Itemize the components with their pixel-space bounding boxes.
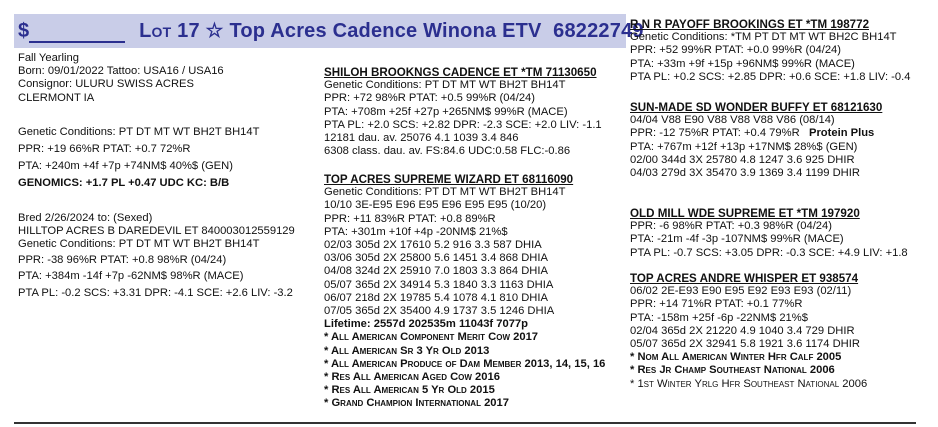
sire-line: 6308 class. dau. av. FS:84.6 UDC:0.58 FLC:-0.86 <box>324 145 571 158</box>
sire-dam-line: PTA: +767m +12f +13p +17NM$ 28%$ (GEN) <box>630 140 858 153</box>
sire-sire-title: R N R PAYOFF BROOKINGS ET *TM 198772 <box>630 18 870 31</box>
sire-dam-block <box>630 101 882 180</box>
dam-sire-title: OLD MILL WDE SUPREME ET *TM 197920 <box>630 207 860 220</box>
lot-number: 17 <box>177 20 200 42</box>
sire-dam-ppr-text: PPR: -12 75%R PTAT: +0.4 79%R <box>630 127 800 140</box>
dam-sire-block <box>630 207 908 260</box>
protein-plus-badge: Protein Plus <box>808 127 875 140</box>
dam-line: PPR: +11 83%R PTAT: +0.8 89%R <box>324 212 496 225</box>
dam-block <box>324 173 605 411</box>
born-line: Born: 09/01/2022 Tattoo: USA16 / USA16 <box>18 65 224 78</box>
bred-pta: PTA: +384m -14f +7p -62NM$ 98%R (MACE) <box>18 270 244 283</box>
bred-pta-pl: PTA PL: -0.2 SCS: +3.31 DPR: -4.1 SCE: +2.6 LIV: -3.2 <box>18 286 293 299</box>
sire-sire-line: PPR: +52 99%R PTAT: +0.0 99%R (04/24) <box>630 44 842 57</box>
dam-honor: * All American Produce of Dam Member 2013, 14, 15, 16 <box>324 357 606 370</box>
dam-dam-honor: * Nom All American Winter Hfr Calf 2005 <box>630 351 842 364</box>
dam-honor: * Res All American Aged Cow 2016 <box>324 371 500 384</box>
price-dollar: $ <box>18 20 30 42</box>
animal-class: Fall Yearling <box>18 52 79 64</box>
sire-dam-title: SUN-MADE SD WONDER BUFFY ET 68121630 <box>630 101 883 114</box>
dam-line: 02/03 305d 2X 17610 5.2 916 3.3 587 DHIA <box>324 239 542 252</box>
bred-ppr: PPR: -38 96%R PTAT: +0.8 98%R (04/24) <box>18 254 227 267</box>
sire-sire-line: Genetic Conditions: *TM PT DT MT WT BH2C BH14T <box>630 31 897 44</box>
dam-lifetime: Lifetime: 2557d 202535m 11043f 7077p <box>324 318 528 331</box>
ppr-line: PPR: +19 66%R PTAT: +0.7 72%R <box>18 143 191 156</box>
dam-dam-honor: * Res Jr Champ Southeast National 2006 <box>630 364 835 377</box>
bred-sire: HILLTOP ACRES B DAREDEVIL ET 840003012559129 <box>18 224 295 237</box>
dam-dam-title: TOP ACRES ANDRE WHISPER ET 938574 <box>630 272 859 285</box>
dam-line: Genetic Conditions: PT DT MT WT BH2T BH14T <box>324 186 566 199</box>
dam-line: 06/07 218d 2X 19785 5.4 1078 4.1 810 DHIA <box>324 291 548 304</box>
sire-line: Genetic Conditions: PT DT MT WT BH2T BH14T <box>324 79 566 92</box>
dam-honor: * Grand Champion International 2017 <box>324 397 509 410</box>
sire-sire-block <box>630 18 910 84</box>
sire-line: PTA: +708m +25f +27p +265NM$ 99%R (MACE) <box>324 105 568 118</box>
pta-line: PTA: +240m +4f +7p +74NM$ 40%$ (GEN) <box>18 160 233 173</box>
sire-sire-line: PTA: +33m +9f +15p +96NM$ 99%R (MACE) <box>630 57 855 70</box>
dam-dam-line: 05/07 365d 2X 32941 5.8 1921 3.6 1174 DHIR <box>630 338 860 351</box>
sire-line: PPR: +72 98%R PTAT: +0.5 99%R (04/24) <box>324 92 536 105</box>
dam-line: 04/08 324d 2X 25910 7.0 1803 3.3 864 DHIA <box>324 265 548 278</box>
dam-sire-line: PPR: -6 98%R PTAT: +0.3 98%R (04/24) <box>630 220 832 233</box>
sire-sire-line: PTA PL: +0.2 SCS: +2.85 DPR: +0.6 SCE: +1.8 LIV: -0.4 <box>630 70 911 83</box>
sire-line: PTA PL: +2.0 SCS: +2.82 DPR: -2.3 SCE: +2.0 LIV: -1.1 <box>324 118 602 131</box>
dam-sire-line: PTA: -21m -4f -3p -107NM$ 99%R (MACE) <box>630 233 844 246</box>
genomics-line: GENOMICS: +1.7 PL +0.47 UDC KC: B/B <box>18 177 230 190</box>
consignor-line: Consignor: ULURU SWISS ACRES <box>18 78 194 91</box>
sire-block <box>324 66 602 158</box>
star-icon: ☆ <box>205 20 224 42</box>
dam-dam-honor: * 1st Winter Yrlg Hfr Southeast National 2006 <box>630 377 868 390</box>
dam-line: 05/07 365d 2X 34914 5.3 1840 3.3 1163 DHIA <box>324 278 554 291</box>
price-blank <box>29 23 125 43</box>
dam-line: 03/06 305d 2X 25800 5.6 1451 3.4 868 DHIA <box>324 252 548 265</box>
dam-dam-line: 06/02 2E-E93 E90 E95 E92 E93 E93 (02/11) <box>630 285 852 298</box>
dam-line: 10/10 3E-E95 E96 E95 E96 E95 E95 (10/20) <box>324 199 547 212</box>
sire-line: 12181 dau. av. 25076 4.1 1039 3.4 846 <box>324 132 519 145</box>
dam-dam-line: PTA: -158m +25f -6p -22NM$ 21%$ <box>630 311 808 324</box>
animal-info <box>18 52 295 300</box>
dam-dam-block <box>630 272 867 391</box>
sire-dam-line: 02/00 344d 3X 25780 4.8 1247 3.6 925 DHIR <box>630 153 855 166</box>
bred-genetic: Genetic Conditions: PT DT MT WT BH2T BH14T <box>18 238 260 251</box>
animal-name: Top Acres Cadence Winona ETV <box>229 20 542 42</box>
sire-dam-line: 04/04 V88 E90 V88 V88 V88 V86 (08/14) <box>630 114 835 127</box>
dam-dam-line: 02/04 365d 2X 21220 4.9 1040 3.4 729 DHIR <box>630 324 855 337</box>
dam-line: 07/05 365d 2X 35400 4.9 1737 3.5 1246 DHIA <box>324 305 555 318</box>
dam-sire-line: PTA PL: -0.7 SCS: +3.05 DPR: -0.3 SCE: +4.9 LIV: +1.8 <box>630 246 908 259</box>
dam-honor: * Res All American 5 Yr Old 2015 <box>324 384 495 397</box>
lot-header <box>18 18 644 43</box>
lot-word: Lot <box>139 20 172 42</box>
bottom-divider <box>14 422 916 424</box>
animal-reg: 68222749 <box>553 20 644 42</box>
dam-honor: * All American Component Merit Cow 2017 <box>324 331 539 344</box>
dam-line: PTA: +301m +10f +4p -20NM$ 21%$ <box>324 225 508 238</box>
location: CLERMONT IA <box>18 91 95 104</box>
bred-line: Bred 2/26/2024 to: (Sexed) <box>18 211 153 224</box>
genetic-conditions: Genetic Conditions: PT DT MT WT BH2T BH14T <box>18 125 260 138</box>
dam-title: TOP ACRES SUPREME WIZARD ET 68116090 <box>324 173 574 186</box>
dam-dam-line: PPR: +14 71%R PTAT: +0.1 77%R <box>630 298 803 311</box>
sire-dam-line: 04/03 279d 3X 35470 3.9 1369 3.4 1199 DHIR <box>630 167 860 180</box>
sire-dam-ppr <box>630 127 882 140</box>
dam-honor: * All American Sr 3 Yr Old 2013 <box>324 344 490 357</box>
sire-title: SHILOH BROOKNGS CADENCE ET *TM 71130650 <box>324 66 597 79</box>
